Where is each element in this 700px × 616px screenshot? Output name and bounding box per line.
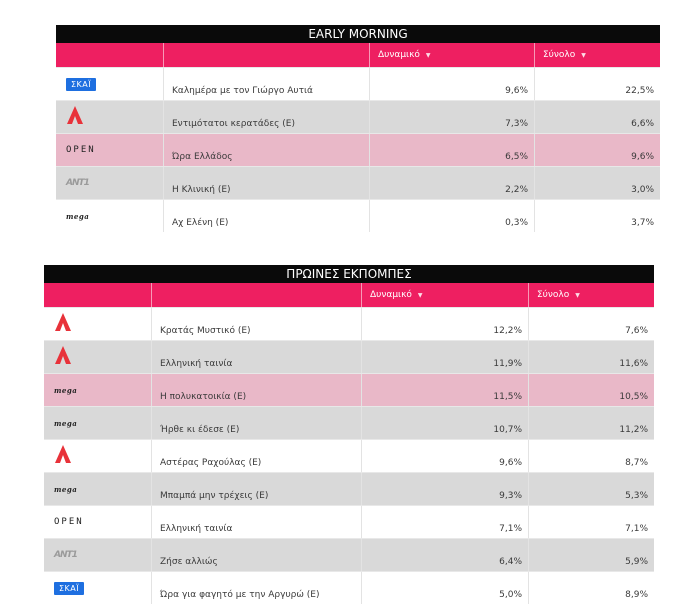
dynamiko-value: 10,7%	[362, 407, 529, 439]
synolo-header-label: Σύνολο	[537, 290, 570, 300]
channel-logo-cell	[44, 506, 152, 538]
ant1-logo-icon: ANT1	[66, 178, 89, 188]
mega-logo-icon: mega	[66, 211, 90, 221]
show-title: Ζήσε αλλιώς	[152, 539, 362, 571]
early-morning-title: EARLY MORNING	[56, 25, 660, 43]
dynamiko-value: 6,5%	[370, 134, 535, 166]
dynamiko-value: 9,3%	[362, 473, 529, 505]
channel-logo-cell	[56, 134, 164, 166]
table-row	[44, 505, 654, 538]
channel-logo-cell	[56, 200, 164, 232]
open-logo-icon: ΟΡΕΝ	[54, 517, 84, 527]
sort-caret-icon: ▼	[575, 291, 580, 299]
alpha-logo-icon	[54, 345, 72, 370]
channel-logo-cell	[44, 539, 152, 571]
channel-logo-cell	[44, 473, 152, 505]
synolo-value: 7,6%	[625, 326, 648, 336]
early-morning-rows	[56, 67, 660, 232]
table-row	[44, 472, 654, 505]
show-title: Ελληνική ταινία	[152, 341, 362, 373]
synolo-value: 6,6%	[631, 119, 654, 129]
synolo-value: 3,0%	[631, 185, 654, 195]
show-title: Εντιμότατοι κερατάδες (Ε)	[164, 101, 370, 133]
header-synolo-col[interactable]	[529, 283, 654, 307]
show-title: Ήρθε κι έδεσε (Ε)	[152, 407, 362, 439]
show-title: Μπαμπά μην τρέχεις (Ε)	[152, 473, 362, 505]
synolo-value: 22,5%	[625, 86, 654, 96]
open-logo-icon: ΟΡΕΝ	[66, 145, 96, 155]
dynamiko-value: 11,5%	[362, 374, 529, 406]
header-title-col	[152, 283, 362, 307]
morning-shows-panel	[44, 265, 654, 604]
synolo-value: 5,9%	[625, 557, 648, 567]
synolo-value: 11,2%	[619, 425, 648, 435]
table-row	[56, 133, 660, 166]
alpha-logo-icon	[54, 444, 72, 469]
table-row	[44, 307, 654, 340]
dynamiko-value: 7,1%	[362, 506, 529, 538]
synolo-value: 9,6%	[631, 152, 654, 162]
table-row	[44, 571, 654, 604]
dynamiko-value: 11,9%	[362, 341, 529, 373]
table-row	[56, 166, 660, 199]
dynamiko-value: 2,2%	[370, 167, 535, 199]
synolo-value: 8,9%	[625, 590, 648, 600]
dynamiko-header-label: Δυναμικό	[370, 290, 412, 300]
show-title: Η Κλινική (Ε)	[164, 167, 370, 199]
dynamiko-value: 7,3%	[370, 101, 535, 133]
early-morning-panel	[56, 25, 660, 232]
header-dynamiko-col[interactable]	[370, 43, 535, 67]
ant1-logo-icon: ANT1	[54, 550, 77, 560]
synolo-header-label: Σύνολο	[543, 50, 576, 60]
skai-logo-icon: ΣΚΑΪ	[66, 78, 96, 91]
table-row	[44, 373, 654, 406]
alpha-logo-icon	[66, 105, 84, 130]
morning-shows-rows	[44, 307, 654, 604]
show-title: Καλημέρα με τον Γιώργο Αυτιά	[164, 68, 370, 100]
table-row	[56, 67, 660, 100]
dynamiko-value: 9,6%	[370, 68, 535, 100]
dynamiko-value: 12,2%	[362, 308, 529, 340]
synolo-value: 8,7%	[625, 458, 648, 468]
show-title: Ώρα για φαγητό με την Αργυρώ (Ε)	[152, 572, 362, 604]
show-title: Αχ Ελένη (Ε)	[164, 200, 370, 232]
header-logo-col	[44, 283, 152, 307]
dynamiko-header-label: Δυναμικό	[378, 50, 420, 60]
header-synolo-col[interactable]	[535, 43, 660, 67]
show-title: Ελληνική ταινία	[152, 506, 362, 538]
table-row	[44, 340, 654, 373]
header-dynamiko-col[interactable]	[362, 283, 529, 307]
early-morning-header-row	[56, 43, 660, 67]
mega-logo-icon: mega	[54, 418, 78, 428]
channel-logo-cell	[44, 572, 152, 604]
table-row	[44, 538, 654, 571]
channel-logo-cell	[56, 167, 164, 199]
synolo-value: 11,6%	[619, 359, 648, 369]
table-row	[56, 199, 660, 232]
alpha-logo-icon	[54, 312, 72, 337]
header-title-col	[164, 43, 370, 67]
table-row	[56, 100, 660, 133]
dynamiko-value: 0,3%	[370, 200, 535, 232]
channel-logo-cell	[44, 440, 152, 472]
channel-logo-cell	[44, 308, 152, 340]
sort-caret-icon: ▼	[581, 51, 586, 59]
channel-logo-cell	[56, 101, 164, 133]
dynamiko-value: 6,4%	[362, 539, 529, 571]
dynamiko-value: 9,6%	[362, 440, 529, 472]
channel-logo-cell	[44, 374, 152, 406]
mega-logo-icon: mega	[54, 484, 78, 494]
dynamiko-value: 5,0%	[362, 572, 529, 604]
morning-shows-header-row	[44, 283, 654, 307]
channel-logo-cell	[56, 68, 164, 100]
morning-shows-title: ΠΡΩΙΝΕΣ ΕΚΠΟΜΠΕΣ	[44, 265, 654, 283]
show-title: Ώρα Ελλάδος	[164, 134, 370, 166]
header-logo-col	[56, 43, 164, 67]
sort-caret-icon: ▼	[425, 51, 431, 59]
show-title: Κρατάς Μυστικό (Ε)	[152, 308, 362, 340]
sort-caret-icon: ▼	[417, 291, 423, 299]
synolo-value: 10,5%	[619, 392, 648, 402]
table-row	[44, 439, 654, 472]
channel-logo-cell	[44, 407, 152, 439]
synolo-value: 3,7%	[631, 218, 654, 228]
skai-logo-icon: ΣΚΑΪ	[54, 582, 84, 595]
synolo-value: 5,3%	[625, 491, 648, 501]
mega-logo-icon: mega	[54, 385, 78, 395]
channel-logo-cell	[44, 341, 152, 373]
table-row	[44, 406, 654, 439]
show-title: Η πολυκατοικία (Ε)	[152, 374, 362, 406]
synolo-value: 7,1%	[625, 524, 648, 534]
show-title: Αστέρας Ραχούλας (Ε)	[152, 440, 362, 472]
